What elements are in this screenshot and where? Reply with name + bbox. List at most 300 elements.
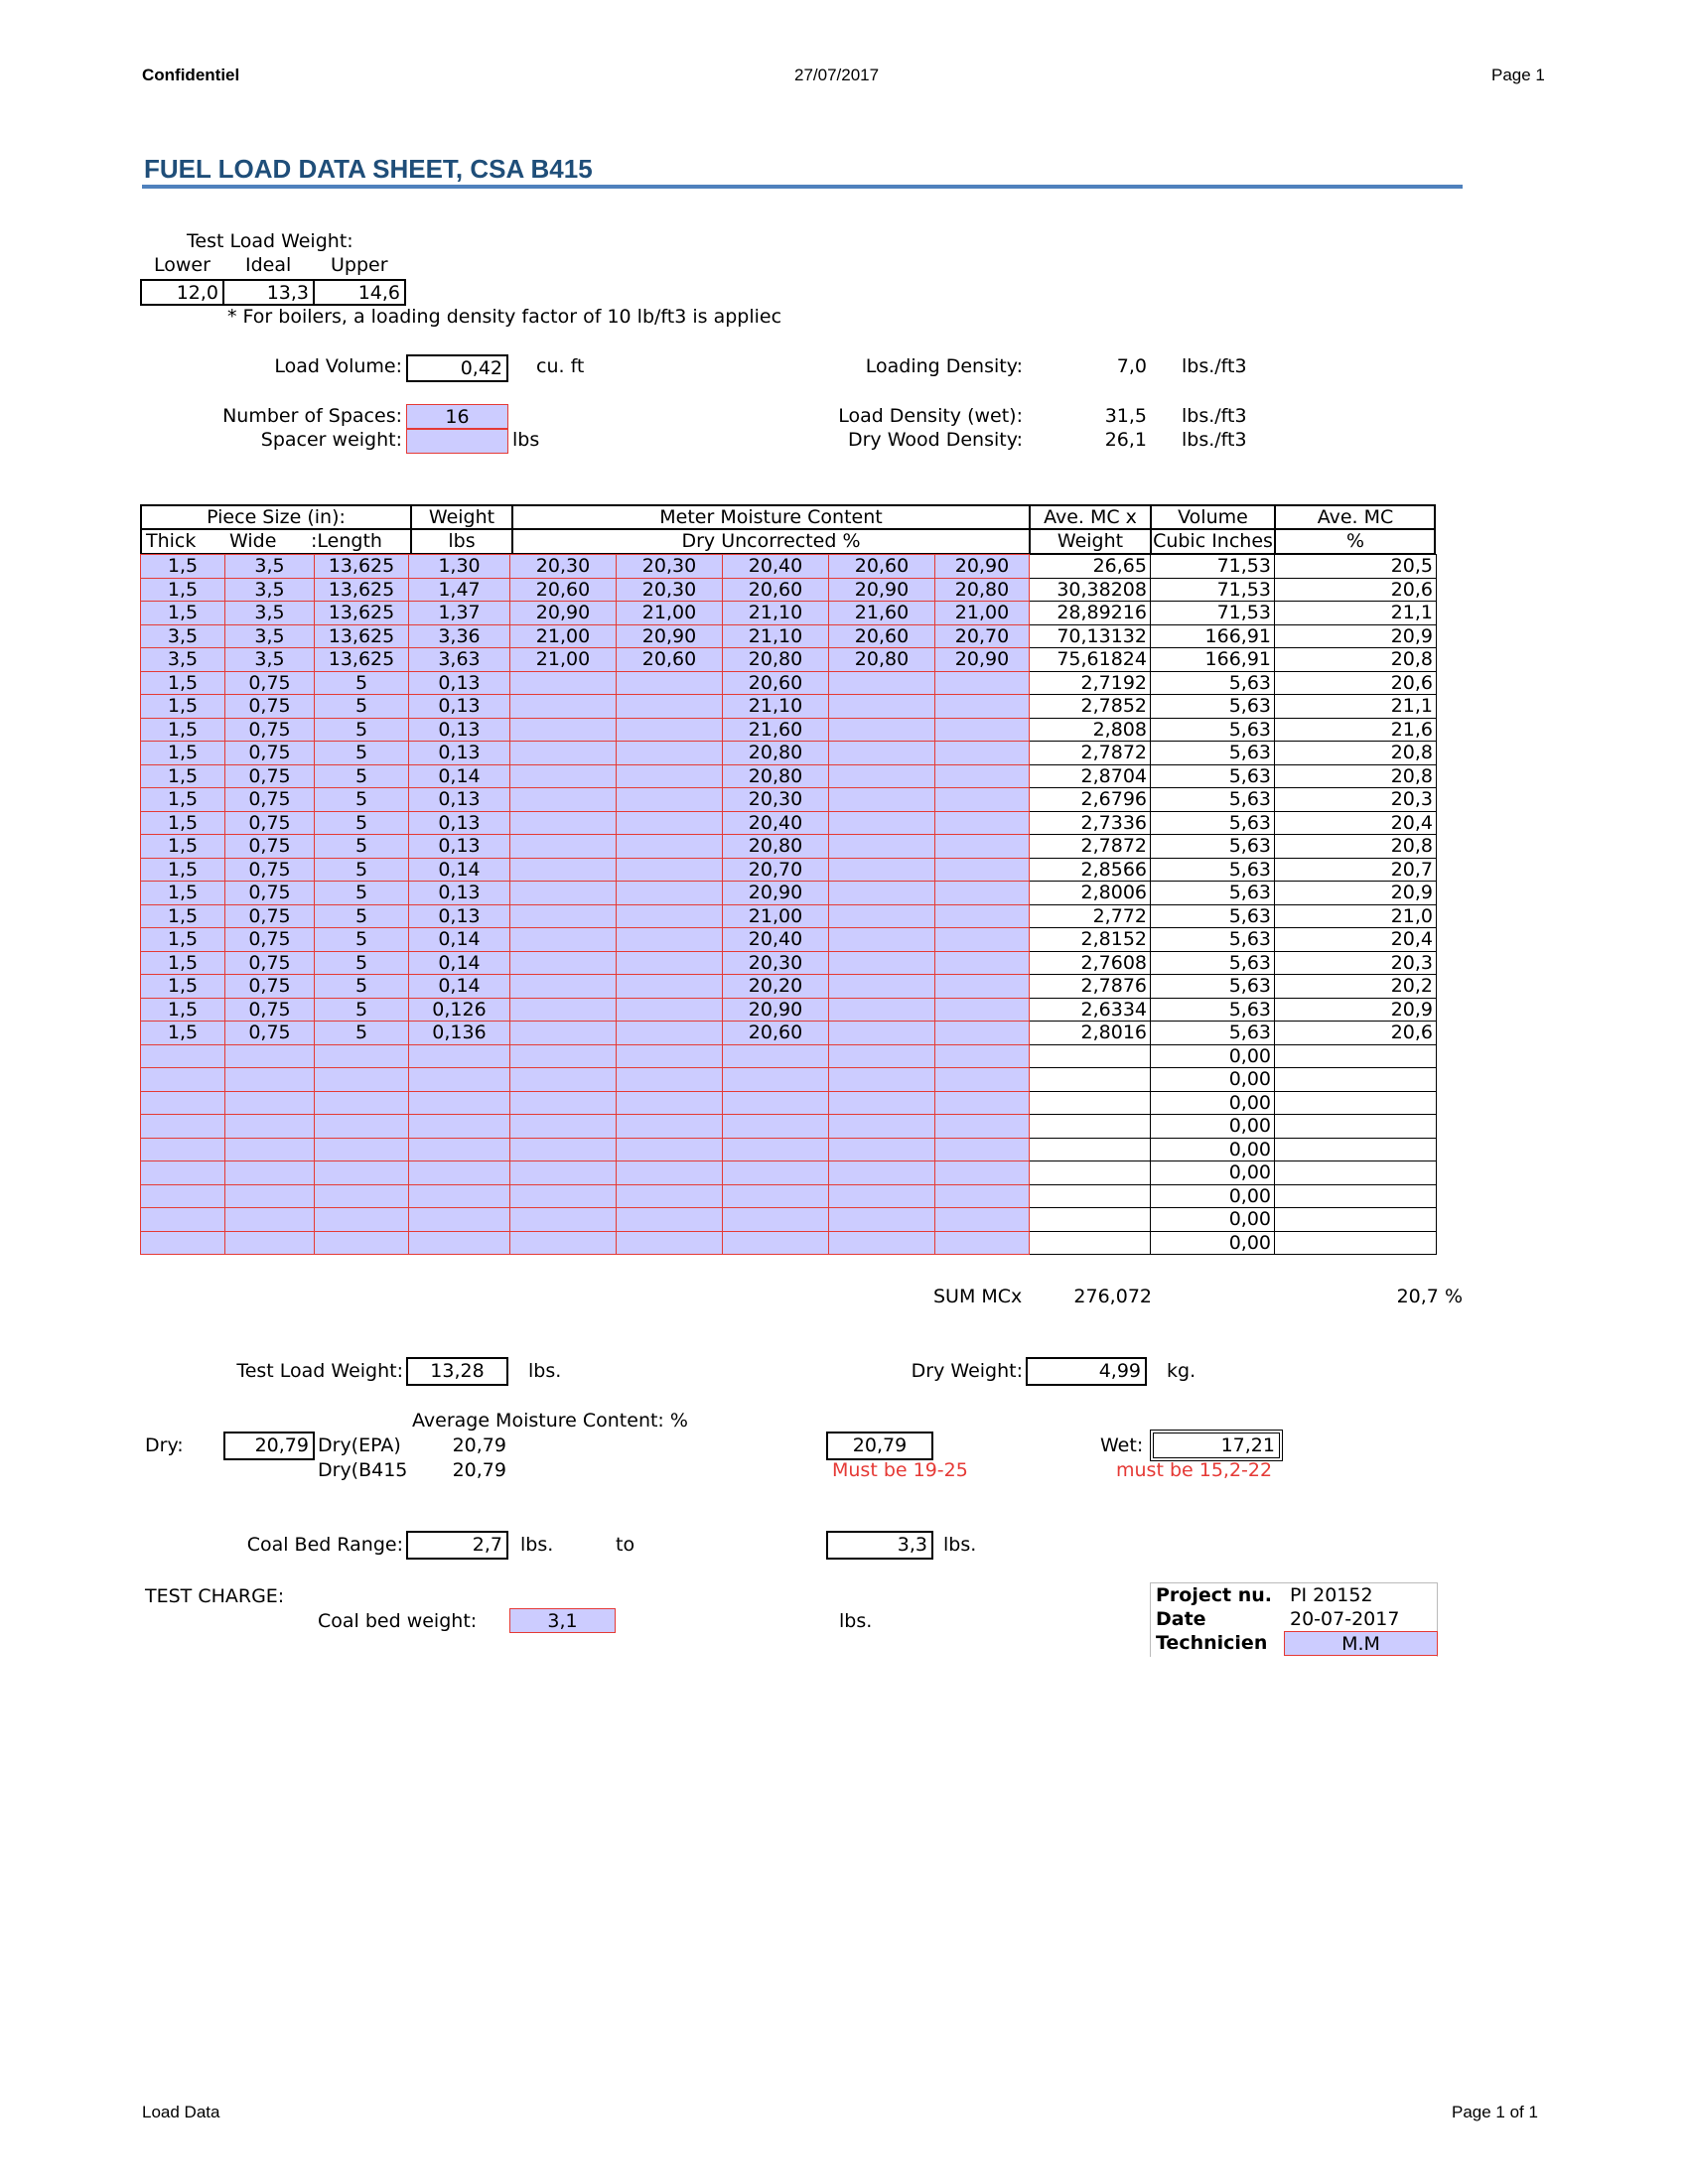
cell-wide[interactable]: 0,75 (225, 858, 315, 882)
cell-mc1[interactable] (510, 764, 617, 788)
cell-thick[interactable]: 1,5 (141, 951, 225, 975)
cell-weight[interactable]: 3,63 (409, 648, 510, 672)
cell-mc1[interactable]: 20,30 (510, 555, 617, 579)
cell-weight[interactable]: 0,13 (409, 671, 510, 695)
cell-mc2[interactable] (617, 951, 723, 975)
cell-mc1[interactable] (510, 1184, 617, 1208)
cell-weight[interactable] (409, 1091, 510, 1115)
cell-mc3[interactable]: 21,60 (723, 718, 829, 742)
cell-weight[interactable] (409, 1161, 510, 1185)
cell-length[interactable]: 5 (315, 742, 409, 765)
cell-mc4[interactable] (829, 858, 935, 882)
cell-mc1[interactable] (510, 1208, 617, 1232)
cell-thick[interactable]: 1,5 (141, 695, 225, 719)
cell-volume: 5,63 (1151, 764, 1275, 788)
cell-weight[interactable]: 0,14 (409, 951, 510, 975)
cell-mc2[interactable] (617, 718, 723, 742)
cell-length[interactable]: 13,625 (315, 555, 409, 579)
cell-mc2[interactable] (617, 788, 723, 812)
cell-wide[interactable]: 0,75 (225, 975, 315, 999)
cell-thick[interactable]: 1,5 (141, 858, 225, 882)
cell-mc3[interactable]: 20,20 (723, 975, 829, 999)
cell-mc2[interactable] (617, 811, 723, 835)
cell-thick[interactable] (141, 1138, 225, 1161)
cell-thick[interactable]: 1,5 (141, 764, 225, 788)
cell-mc1[interactable] (510, 998, 617, 1022)
cell-mc2[interactable] (617, 1115, 723, 1139)
cell-thick[interactable]: 1,5 (141, 928, 225, 952)
cell-mc2[interactable] (617, 1022, 723, 1045)
cell-thick[interactable]: 1,5 (141, 742, 225, 765)
cell-ave-mc: 20,6 (1275, 671, 1437, 695)
cell-thick[interactable] (141, 1184, 225, 1208)
cell-length[interactable] (315, 1184, 409, 1208)
cell-mc1[interactable] (510, 742, 617, 765)
cell-length[interactable]: 5 (315, 951, 409, 975)
cell-mc3[interactable]: 20,40 (723, 928, 829, 952)
coal-bed-unit-low: lbs. (520, 1534, 554, 1556)
cell-mc4[interactable] (829, 718, 935, 742)
cell-mc1[interactable] (510, 718, 617, 742)
cell-length[interactable]: 13,625 (315, 648, 409, 672)
cell-mc5[interactable]: 21,00 (935, 602, 1030, 625)
cell-mc3[interactable]: 21,10 (723, 695, 829, 719)
cell-volume: 5,63 (1151, 882, 1275, 905)
coal-bed-weight-input[interactable]: 3,1 (509, 1608, 616, 1633)
cell-mc4[interactable] (829, 1208, 935, 1232)
cell-wide[interactable] (225, 1184, 315, 1208)
cell-mc4[interactable] (829, 904, 935, 928)
cell-length[interactable] (315, 1161, 409, 1185)
cell-mc3[interactable]: 20,40 (723, 811, 829, 835)
cell-mc3[interactable]: 20,60 (723, 1022, 829, 1045)
cell-ave-mc: 21,6 (1275, 718, 1437, 742)
cell-thick[interactable] (141, 1091, 225, 1115)
header-length: :Length (311, 530, 382, 552)
cell-length[interactable]: 5 (315, 718, 409, 742)
cell-weight[interactable] (409, 1115, 510, 1139)
cell-mc5[interactable]: 20,90 (935, 648, 1030, 672)
cell-thick[interactable]: 1,5 (141, 998, 225, 1022)
cell-mc3[interactable]: 20,30 (723, 951, 829, 975)
cell-wide[interactable]: 0,75 (225, 718, 315, 742)
cell-wide[interactable]: 0,75 (225, 904, 315, 928)
cell-mc5[interactable] (935, 1044, 1030, 1068)
cell-weight[interactable] (409, 1044, 510, 1068)
cell-mc5[interactable] (935, 1208, 1030, 1232)
cell-weight[interactable]: 1,30 (409, 555, 510, 579)
cell-weight[interactable]: 0,136 (409, 1022, 510, 1045)
cell-mc5[interactable] (935, 1091, 1030, 1115)
cell-wide[interactable] (225, 1044, 315, 1068)
cell-mc5[interactable] (935, 998, 1030, 1022)
cell-thick[interactable]: 1,5 (141, 835, 225, 859)
cell-wide[interactable]: 0,75 (225, 1022, 315, 1045)
cell-mc3[interactable] (723, 1184, 829, 1208)
cell-thick[interactable] (141, 1115, 225, 1139)
cell-mc5[interactable] (935, 764, 1030, 788)
cell-weight[interactable]: 0,13 (409, 742, 510, 765)
cell-mc5[interactable] (935, 1161, 1030, 1185)
cell-mc1[interactable] (510, 671, 617, 695)
cell-mc1[interactable] (510, 788, 617, 812)
cell-length[interactable]: 13,625 (315, 578, 409, 602)
cell-mc4[interactable]: 20,60 (829, 555, 935, 579)
cell-mc2[interactable] (617, 882, 723, 905)
cell-weight[interactable]: 0,13 (409, 835, 510, 859)
cell-mc3[interactable]: 20,90 (723, 998, 829, 1022)
cell-ave-mc-x-weight (1030, 1091, 1151, 1115)
cell-wide[interactable] (225, 1208, 315, 1232)
cell-weight[interactable] (409, 1068, 510, 1092)
cell-wide[interactable]: 0,75 (225, 671, 315, 695)
cell-weight[interactable] (409, 1208, 510, 1232)
cell-mc4[interactable] (829, 671, 935, 695)
cell-wide[interactable]: 0,75 (225, 882, 315, 905)
cell-mc1[interactable] (510, 1138, 617, 1161)
cell-mc5[interactable] (935, 1138, 1030, 1161)
cell-length[interactable] (315, 1138, 409, 1161)
cell-thick[interactable] (141, 1231, 225, 1255)
cell-mc3[interactable] (723, 1068, 829, 1092)
cell-mc4[interactable] (829, 928, 935, 952)
cell-mc2[interactable] (617, 1138, 723, 1161)
cell-mc1[interactable] (510, 1231, 617, 1255)
cell-length[interactable]: 5 (315, 811, 409, 835)
cell-mc1[interactable] (510, 882, 617, 905)
cell-thick[interactable]: 3,5 (141, 624, 225, 648)
cell-mc5[interactable] (935, 811, 1030, 835)
cell-wide[interactable]: 0,75 (225, 788, 315, 812)
cell-mc4[interactable] (829, 1161, 935, 1185)
cell-ave-mc-x-weight (1030, 1044, 1151, 1068)
cell-mc5[interactable] (935, 788, 1030, 812)
cell-mc2[interactable] (617, 1231, 723, 1255)
cell-mc1[interactable] (510, 695, 617, 719)
cell-mc5[interactable]: 20,90 (935, 555, 1030, 579)
cell-length[interactable]: 13,625 (315, 624, 409, 648)
cell-length[interactable]: 13,625 (315, 602, 409, 625)
cell-mc5[interactable] (935, 951, 1030, 975)
cell-thick[interactable] (141, 1208, 225, 1232)
cell-mc4[interactable] (829, 882, 935, 905)
cell-length[interactable] (315, 1044, 409, 1068)
cell-weight[interactable] (409, 1138, 510, 1161)
cell-weight[interactable] (409, 1231, 510, 1255)
cell-wide[interactable]: 3,5 (225, 555, 315, 579)
cell-mc3[interactable]: 20,60 (723, 578, 829, 602)
cell-length[interactable] (315, 1068, 409, 1092)
cell-thick[interactable]: 1,5 (141, 578, 225, 602)
cell-thick[interactable]: 1,5 (141, 1022, 225, 1045)
cell-mc2[interactable]: 20,30 (617, 555, 723, 579)
spacer-weight-input[interactable] (406, 429, 508, 454)
cell-mc5[interactable] (935, 882, 1030, 905)
cell-mc4[interactable] (829, 788, 935, 812)
cell-mc3[interactable]: 20,70 (723, 858, 829, 882)
dry-epa-label: Dry(EPA) (318, 1434, 401, 1456)
cell-wide[interactable] (225, 1068, 315, 1092)
cell-length[interactable] (315, 1091, 409, 1115)
cell-weight[interactable]: 0,13 (409, 695, 510, 719)
cell-mc4[interactable] (829, 811, 935, 835)
cell-mc4[interactable] (829, 998, 935, 1022)
cell-ave-mc: 20,6 (1275, 1022, 1437, 1045)
cell-mc3[interactable]: 20,80 (723, 835, 829, 859)
spaces-input[interactable]: 16 (406, 404, 508, 429)
cell-thick[interactable]: 3,5 (141, 648, 225, 672)
cell-ave-mc: 21,0 (1275, 904, 1437, 928)
cell-mc1[interactable] (510, 928, 617, 952)
cell-mc1[interactable] (510, 1115, 617, 1139)
cell-mc4[interactable]: 20,80 (829, 648, 935, 672)
cell-mc1[interactable]: 20,60 (510, 578, 617, 602)
cell-thick[interactable]: 1,5 (141, 788, 225, 812)
cell-ave-mc-x-weight: 2,8152 (1030, 928, 1151, 952)
cell-mc2[interactable] (617, 742, 723, 765)
cell-mc1[interactable] (510, 1091, 617, 1115)
cell-mc2[interactable] (617, 764, 723, 788)
cell-wide[interactable]: 3,5 (225, 602, 315, 625)
cell-mc4[interactable] (829, 835, 935, 859)
cell-wide[interactable] (225, 1115, 315, 1139)
cell-wide[interactable]: 3,5 (225, 648, 315, 672)
cell-mc2[interactable] (617, 671, 723, 695)
cell-mc4[interactable] (829, 951, 935, 975)
table-row (141, 1184, 1437, 1208)
cell-weight[interactable]: 0,14 (409, 764, 510, 788)
coal-bed-to: to (616, 1534, 635, 1556)
cell-mc2[interactable] (617, 1091, 723, 1115)
cell-wide[interactable] (225, 1231, 315, 1255)
cell-mc2[interactable] (617, 1161, 723, 1185)
cell-mc4[interactable] (829, 975, 935, 999)
cell-mc3[interactable]: 21,00 (723, 904, 829, 928)
cell-ave-mc-x-weight: 2,8006 (1030, 882, 1151, 905)
cell-ave-mc-x-weight (1030, 1138, 1151, 1161)
cell-thick[interactable]: 1,5 (141, 882, 225, 905)
cell-mc5[interactable] (935, 858, 1030, 882)
cell-thick[interactable]: 1,5 (141, 602, 225, 625)
cell-thick[interactable]: 1,5 (141, 718, 225, 742)
cell-mc4[interactable] (829, 1184, 935, 1208)
cell-thick[interactable]: 1,5 (141, 975, 225, 999)
cell-mc1[interactable] (510, 811, 617, 835)
cell-mc2[interactable]: 20,90 (617, 624, 723, 648)
cell-length[interactable]: 5 (315, 764, 409, 788)
cell-mc3[interactable] (723, 1208, 829, 1232)
cell-length[interactable]: 5 (315, 998, 409, 1022)
test-load-weight-value: 13,28 (406, 1357, 508, 1386)
footer-right: Page 1 of 1 (1452, 2103, 1538, 2121)
cell-mc1[interactable]: 20,90 (510, 602, 617, 625)
cell-mc4[interactable] (829, 1068, 935, 1092)
cell-mc5[interactable] (935, 695, 1030, 719)
cell-weight[interactable]: 0,14 (409, 975, 510, 999)
cell-mc1[interactable] (510, 835, 617, 859)
cell-wide[interactable]: 0,75 (225, 695, 315, 719)
cell-mc2[interactable] (617, 1208, 723, 1232)
cell-mc5[interactable] (935, 1068, 1030, 1092)
cell-weight[interactable]: 1,37 (409, 602, 510, 625)
cell-length[interactable] (315, 1208, 409, 1232)
cell-wide[interactable]: 0,75 (225, 764, 315, 788)
cell-mc4[interactable] (829, 1231, 935, 1255)
cell-mc2[interactable] (617, 1184, 723, 1208)
cell-weight[interactable]: 0,126 (409, 998, 510, 1022)
cell-length[interactable] (315, 1115, 409, 1139)
cell-wide[interactable]: 3,5 (225, 578, 315, 602)
cell-ave-mc-x-weight: 2,8566 (1030, 858, 1151, 882)
cell-mc3[interactable] (723, 1231, 829, 1255)
cell-length[interactable]: 5 (315, 1022, 409, 1045)
cell-volume: 5,63 (1151, 998, 1275, 1022)
cell-weight[interactable]: 0,13 (409, 811, 510, 835)
cell-thick[interactable]: 1,5 (141, 811, 225, 835)
cell-mc5[interactable] (935, 1184, 1030, 1208)
cell-mc4[interactable] (829, 695, 935, 719)
cell-wide[interactable]: 0,75 (225, 811, 315, 835)
cell-ave-mc-x-weight (1030, 1068, 1151, 1092)
cell-length[interactable]: 5 (315, 695, 409, 719)
cell-wide[interactable]: 0,75 (225, 951, 315, 975)
cell-weight[interactable]: 0,13 (409, 788, 510, 812)
cell-mc2[interactable]: 21,00 (617, 602, 723, 625)
cell-mc1[interactable] (510, 951, 617, 975)
cell-mc5[interactable] (935, 835, 1030, 859)
cell-length[interactable]: 5 (315, 858, 409, 882)
cell-mc3[interactable]: 20,90 (723, 882, 829, 905)
cell-mc5[interactable] (935, 904, 1030, 928)
cell-mc4[interactable] (829, 764, 935, 788)
cell-mc3[interactable]: 20,80 (723, 648, 829, 672)
cell-ave-mc: 20,5 (1275, 555, 1437, 579)
cell-weight[interactable]: 0,13 (409, 904, 510, 928)
cell-mc4[interactable] (829, 1044, 935, 1068)
cell-thick[interactable] (141, 1044, 225, 1068)
cell-length[interactable]: 5 (315, 904, 409, 928)
cell-length[interactable]: 5 (315, 882, 409, 905)
cell-mc4[interactable] (829, 1115, 935, 1139)
cell-length[interactable]: 5 (315, 788, 409, 812)
cell-weight[interactable] (409, 1184, 510, 1208)
cell-mc3[interactable]: 20,30 (723, 788, 829, 812)
header-ave-mc: Ave. MC (1317, 506, 1394, 528)
wet-note: must be 15,2-22 (1116, 1459, 1273, 1481)
coal-bed-unit-high: lbs. (943, 1534, 977, 1556)
cell-mc2[interactable] (617, 998, 723, 1022)
cell-length[interactable]: 5 (315, 835, 409, 859)
cell-mc3[interactable]: 21,10 (723, 602, 829, 625)
cell-wide[interactable] (225, 1161, 315, 1185)
cell-mc2[interactable] (617, 1068, 723, 1092)
cell-mc1[interactable]: 21,00 (510, 648, 617, 672)
cell-mc1[interactable] (510, 858, 617, 882)
cell-thick[interactable] (141, 1161, 225, 1185)
cell-weight[interactable]: 0,14 (409, 858, 510, 882)
cell-mc2[interactable] (617, 904, 723, 928)
cell-mc5[interactable] (935, 975, 1030, 999)
cell-mc2[interactable] (617, 858, 723, 882)
cell-weight[interactable]: 0,13 (409, 718, 510, 742)
cell-mc5[interactable]: 20,70 (935, 624, 1030, 648)
cell-mc1[interactable] (510, 1161, 617, 1185)
cell-wide[interactable] (225, 1138, 315, 1161)
cell-mc4[interactable] (829, 1022, 935, 1045)
cell-mc1[interactable] (510, 1022, 617, 1045)
cell-mc3[interactable]: 21,10 (723, 624, 829, 648)
cell-thick[interactable]: 1,5 (141, 555, 225, 579)
cell-mc2[interactable] (617, 1044, 723, 1068)
cell-mc3[interactable]: 20,80 (723, 742, 829, 765)
cell-mc2[interactable] (617, 695, 723, 719)
cell-mc3[interactable]: 20,80 (723, 764, 829, 788)
cell-length[interactable]: 5 (315, 671, 409, 695)
cell-mc5[interactable] (935, 928, 1030, 952)
cell-mc4[interactable]: 21,60 (829, 602, 935, 625)
cell-mc4[interactable] (829, 742, 935, 765)
cell-mc3[interactable] (723, 1044, 829, 1068)
cell-thick[interactable]: 1,5 (141, 671, 225, 695)
cell-mc1[interactable] (510, 904, 617, 928)
cell-length[interactable]: 5 (315, 928, 409, 952)
cell-wide[interactable]: 0,75 (225, 928, 315, 952)
cell-length[interactable]: 5 (315, 975, 409, 999)
cell-mc1[interactable] (510, 975, 617, 999)
cell-mc3[interactable] (723, 1138, 829, 1161)
cell-mc5[interactable] (935, 718, 1030, 742)
cell-weight[interactable]: 3,36 (409, 624, 510, 648)
cell-mc5[interactable] (935, 742, 1030, 765)
cell-mc3[interactable] (723, 1115, 829, 1139)
cell-mc4[interactable] (829, 1138, 935, 1161)
cell-mc3[interactable] (723, 1161, 829, 1185)
cell-mc5[interactable] (935, 671, 1030, 695)
cell-mc5[interactable] (935, 1022, 1030, 1045)
cell-mc5[interactable]: 20,80 (935, 578, 1030, 602)
cell-mc2[interactable]: 20,60 (617, 648, 723, 672)
cell-mc2[interactable]: 20,30 (617, 578, 723, 602)
cell-wide[interactable]: 0,75 (225, 742, 315, 765)
table-row (141, 1022, 1437, 1045)
cell-weight[interactable]: 0,13 (409, 882, 510, 905)
cell-wide[interactable]: 0,75 (225, 835, 315, 859)
cell-weight[interactable]: 1,47 (409, 578, 510, 602)
cell-mc3[interactable]: 20,60 (723, 671, 829, 695)
cell-mc1[interactable] (510, 1044, 617, 1068)
cell-mc3[interactable]: 20,40 (723, 555, 829, 579)
cell-mc1[interactable]: 21,00 (510, 624, 617, 648)
cell-mc2[interactable] (617, 975, 723, 999)
cell-mc3[interactable] (723, 1091, 829, 1115)
cell-wide[interactable]: 0,75 (225, 998, 315, 1022)
cell-thick[interactable]: 1,5 (141, 904, 225, 928)
cell-mc4[interactable]: 20,90 (829, 578, 935, 602)
cell-mc4[interactable] (829, 1091, 935, 1115)
cell-length[interactable] (315, 1231, 409, 1255)
cell-mc4[interactable]: 20,60 (829, 624, 935, 648)
cell-thick[interactable] (141, 1068, 225, 1092)
cell-mc2[interactable] (617, 928, 723, 952)
technician-input[interactable]: M.M (1284, 1631, 1438, 1656)
cell-mc2[interactable] (617, 835, 723, 859)
cell-mc5[interactable] (935, 1231, 1030, 1255)
cell-mc1[interactable] (510, 1068, 617, 1092)
cell-wide[interactable]: 3,5 (225, 624, 315, 648)
cell-mc5[interactable] (935, 1115, 1030, 1139)
cell-wide[interactable] (225, 1091, 315, 1115)
cell-weight[interactable]: 0,14 (409, 928, 510, 952)
